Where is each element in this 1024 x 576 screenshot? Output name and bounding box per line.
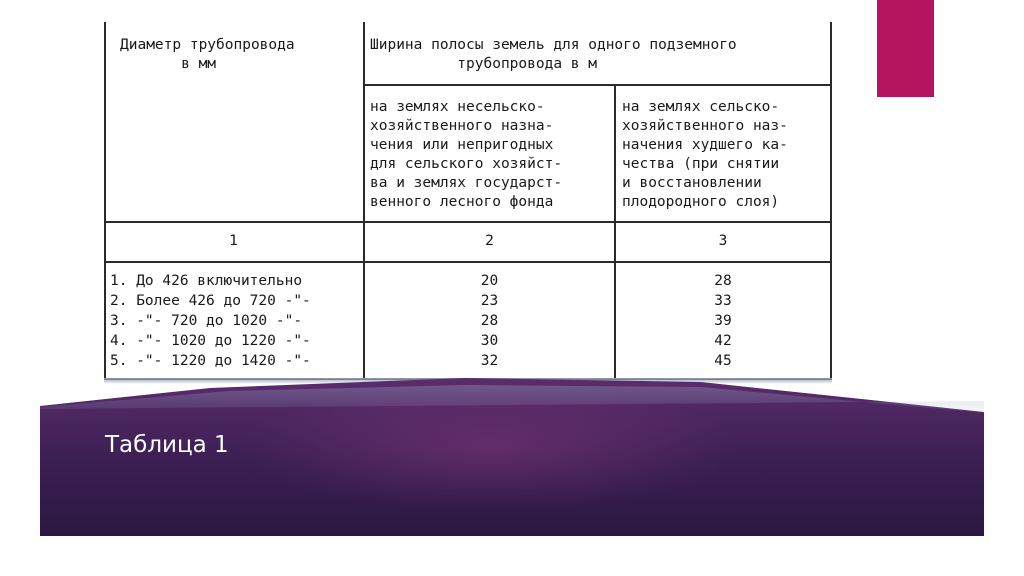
slide-caption: Таблица 1 — [105, 432, 229, 458]
table-line-subheader — [363, 84, 832, 86]
table-line-numbers — [104, 261, 832, 263]
row-1-col2: 20 — [480, 273, 499, 289]
column-number-3: 3 — [718, 233, 728, 249]
row-3-col3: 39 — [714, 313, 732, 329]
header-width: Ширина полосы земель для одного подземного трубопровода в м — [370, 37, 737, 72]
row-5-col3: 45 — [714, 353, 732, 369]
row-1-diameter: 1. До 426 включительно — [110, 273, 303, 289]
row-3-col2: 28 — [480, 313, 499, 329]
row-4-diameter: 4. -"- 1020 до 1220 -"- — [110, 333, 311, 349]
table-line-header — [104, 221, 832, 223]
row-2-col2: 23 — [480, 293, 499, 309]
row-5-diameter: 5. -"- 1220 до 1420 -"- — [110, 353, 311, 369]
header-diameter: Диаметр трубопровода в мм — [120, 37, 295, 72]
table-border-left — [104, 22, 106, 380]
column-number-2: 2 — [485, 233, 494, 249]
row-4-col2: 30 — [480, 333, 499, 349]
row-5-col2: 32 — [480, 353, 499, 369]
row-4-col3: 42 — [714, 333, 732, 349]
subheader-agricultural: на землях сельско- хозяйственного наз- начения худшего ка- чества (при снятии и восстановлении плодородного слоя) — [622, 99, 788, 210]
accent-bar — [877, 0, 934, 97]
row-2-diameter: 2. Более 426 до 720 -"- — [110, 293, 311, 309]
land-width-table — [100, 22, 834, 382]
row-3-diameter: 3. -"- 720 до 1020 -"- — [110, 313, 303, 329]
subheader-nonagricultural: на землях несельско- хозяйственного назна- чения или непригодных для сельского хозяйст- ва и землях государст- венного лесного фонда — [370, 99, 563, 210]
column-number-1: 1 — [229, 233, 238, 249]
row-1-col3: 28 — [714, 273, 732, 289]
table-border-right — [830, 22, 832, 380]
row-2-col3: 33 — [714, 293, 732, 309]
